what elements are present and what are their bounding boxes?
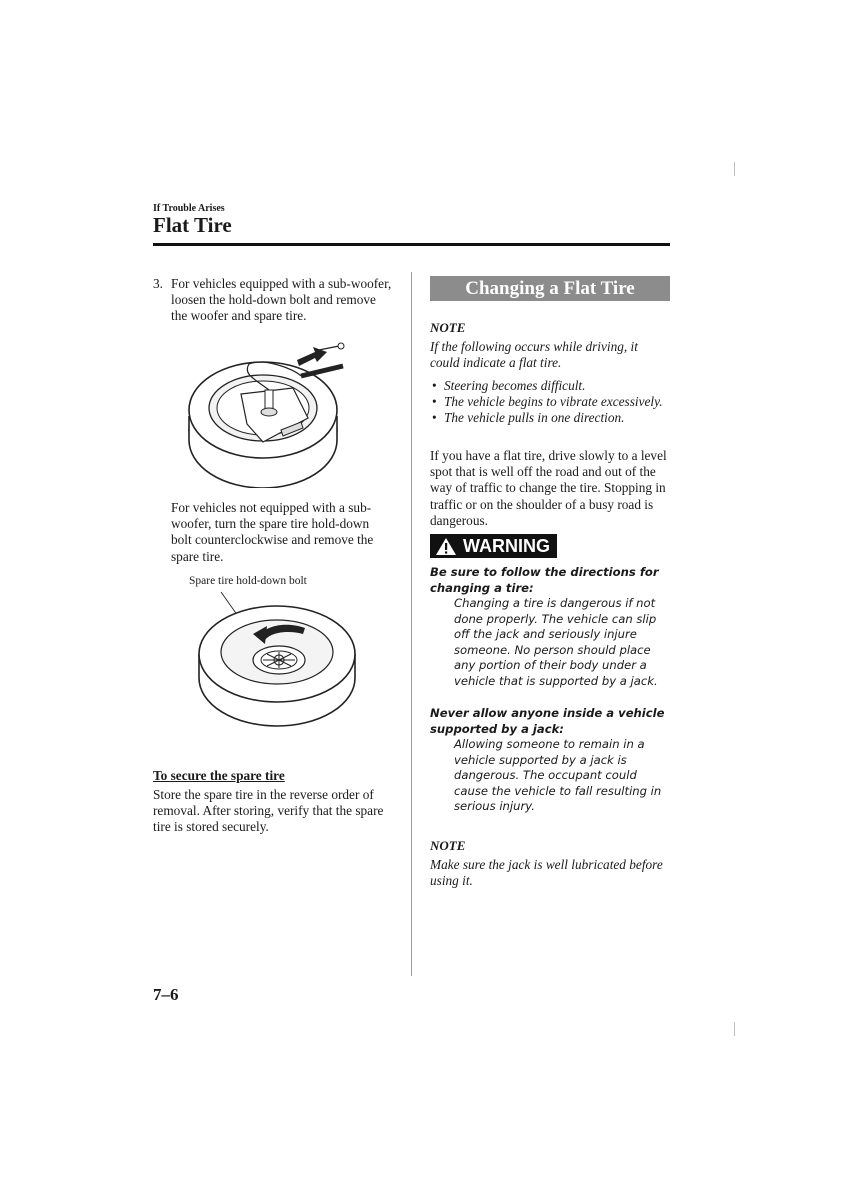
bullet-glyph: • — [432, 393, 437, 409]
note-heading: NOTE — [430, 320, 466, 335]
flat-tire-paragraph: If you have a flat tire, drive slowly to a level spot that is well off the road and out of the way of traffic to change the tire. Stopping in traffic or on the shoulder of a busy road is dangerous. — [430, 448, 667, 528]
flat-tire-symptoms-list — [430, 378, 670, 425]
bullet-glyph: • — [432, 409, 437, 425]
subwoofer-spare-tire-illustration — [183, 338, 359, 488]
secure-spare-tire-heading: To secure the spare tire — [153, 768, 285, 783]
warning-item-heading: Be sure to follow the directions for changing a tire: — [430, 565, 659, 595]
step-text: For vehicles equipped with a sub-woofer, loosen the hold-down bolt and remove the woofer and spare tire. — [171, 276, 392, 324]
figure-label-hold-down-bolt: Spare tire hold-down bolt — [189, 575, 307, 587]
warning-label: WARNING — [463, 535, 550, 556]
page-title: Flat Tire — [153, 213, 232, 237]
spare-tire-hold-down-bolt-illustration — [193, 588, 363, 728]
warning-item-heading: Never allow anyone inside a vehicle supported by a jack: — [430, 706, 665, 736]
note-text: Make sure the jack is well lubricated before using it. — [430, 857, 663, 889]
secure-spare-tire-body: Store the spare tire in the reverse order of removal. After storing, verify that the spare tire is stored securely. — [153, 787, 384, 835]
list-item — [430, 410, 670, 426]
paragraph-no-subwoofer: For vehicles not equipped with a sub-woofer, turn the spare tire hold-down bolt counterclockwise and remove the spare tire. — [171, 500, 374, 564]
list-item — [430, 394, 670, 410]
list-item-text: Steering becomes difficult. — [444, 378, 586, 393]
list-item — [430, 378, 670, 394]
list-item-text: The vehicle begins to vibrate excessively. — [444, 393, 663, 409]
bullet-glyph: • — [432, 378, 437, 393]
section-label: If Trouble Arises — [153, 203, 225, 214]
step-3 — [153, 276, 393, 325]
title-rule — [153, 243, 670, 246]
warning-item-body: Allowing someone to remain in a vehicle supported by a jack is dangerous. The occupant could cause the vehicle to fall resulting in serious injury. — [454, 737, 662, 814]
note-text: If the following occurs while driving, it could indicate a flat tire. — [430, 339, 638, 371]
warning-badge — [430, 534, 557, 558]
warning-item-body: Changing a tire is dangerous if not done properly. The vehicle can slip off the jack and seriously injure someone. No person should place any portion of their body under a vehicle that is supported by a jack. — [454, 596, 658, 688]
warning-triangle-icon — [435, 537, 457, 556]
page-number: 7–6 — [153, 985, 179, 1004]
list-item-text: The vehicle pulls in one direction. — [444, 409, 625, 425]
step-number: 3. — [153, 276, 163, 291]
section-banner: Changing a Flat Tire — [430, 276, 670, 301]
note-heading: NOTE — [430, 838, 466, 853]
crop-mark-bottom — [734, 1022, 735, 1036]
crop-mark-top — [734, 162, 735, 176]
column-divider — [411, 272, 412, 976]
